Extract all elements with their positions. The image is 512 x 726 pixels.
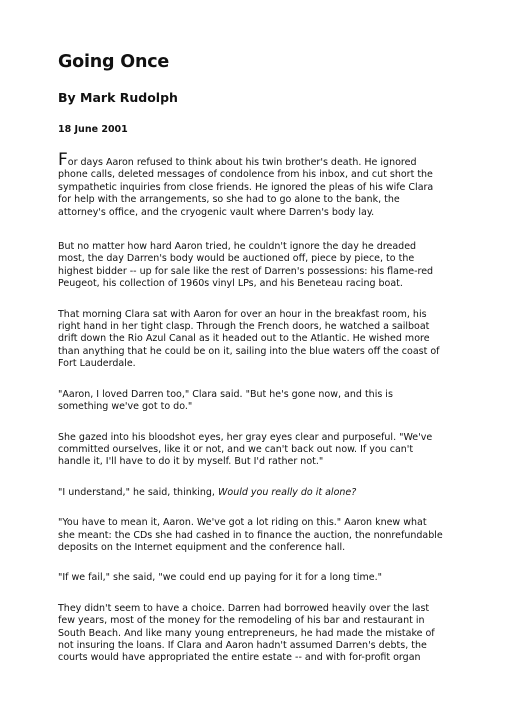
text-line: few years, most of the money for the remodeling of his bar and restaurant in <box>58 615 425 627</box>
text-line: highest bidder -- up for sale like the rest of Darren's possessions: his flame-red <box>58 265 434 277</box>
paragraph-7 <box>58 517 478 554</box>
text-line: South Beach. And like many young entrepreneurs, he had made the mistake of <box>58 627 435 639</box>
paragraph-8 <box>58 572 478 584</box>
text-line: attorney's office, and the cryogenic vault where Darren's body lay. <box>58 206 375 218</box>
text-line: deposits on the Internet equipment and the conference hall. <box>58 541 346 553</box>
text-line: courts would have appropriated the entire estate -- and with for-profit organ <box>58 652 421 664</box>
text-line: something we've got to do." <box>58 401 193 413</box>
text-line: "Aaron, I loved Darren too," Clara said. "But he's gone now, and this is <box>58 388 393 400</box>
publication-date: 18 June 2001 <box>58 124 128 135</box>
italic-thought: Would you really do it alone? <box>217 486 357 498</box>
text-line: For days Aaron refused to think about his twin brother's death. He ignored <box>58 150 417 170</box>
text-line: than anything that he could be on it, sailing into the blue waters off the coast of <box>58 345 440 357</box>
paragraph-5 <box>58 432 478 469</box>
text-line: Fort Lauderdale. <box>58 358 136 370</box>
paragraph-6 <box>58 487 478 499</box>
document-title: Going Once <box>58 52 170 72</box>
paragraph-2 <box>58 241 478 291</box>
paragraph-3 <box>58 309 478 371</box>
text-line: Peugeot, his collection of 1960s vinyl LPs, and his Beneteau racing boat. <box>58 278 403 290</box>
text-line: But no matter how hard Aaron tried, he couldn't ignore the day he dreaded <box>58 241 417 253</box>
text-line: "You have to mean it, Aaron. We've got a lot riding on this." Aaron knew what <box>58 517 427 529</box>
text-line: for help with the arrangements, so she had to go alone to the bank, the <box>58 194 400 206</box>
text-line: sympathetic inquiries from close friends. He ignored the pleas of his wife Clara <box>58 181 434 193</box>
text-line: "If we fail," she said, "we could end up paying for it for a long time." <box>58 572 383 584</box>
text-line: drift down the Rio Azul Canal as it headed out to the Atlantic. He wished more <box>58 333 430 345</box>
text-line: That morning Clara sat with Aaron for over an hour in the breakfast room, his <box>58 308 427 320</box>
text-line: committed ourselves, like it or not, and we can't back out now. If you can't <box>58 443 414 455</box>
byline: By Mark Rudolph <box>58 90 178 105</box>
text-line: They didn't seem to have a choice. Darren had borrowed heavily over the last <box>58 602 430 614</box>
paragraph-9 <box>58 603 478 665</box>
paragraph-4 <box>58 389 478 414</box>
text-line: She gazed into his bloodshot eyes, her gray eyes clear and purposeful. "We've <box>58 431 433 443</box>
paragraph-1 <box>58 150 478 219</box>
text-line: "I understand," he said, thinking, Would you really do it alone? <box>58 486 357 498</box>
text-line: phone calls, deleted messages of condolence from his inbox, and cut short the <box>58 169 433 181</box>
text-line: handle it, I'll have to do it by myself. But I'd rather not." <box>58 456 324 468</box>
text-line: not insuring the loans. If Clara and Aaron hadn't assumed Darren's debts, the <box>58 639 427 651</box>
article-body <box>58 150 478 683</box>
text-line: right hand in her tight clasp. Through the French doors, he watched a sailboat <box>58 321 430 333</box>
text-line: most, the day Darren's body would be auctioned off, piece by piece, to the <box>58 253 415 265</box>
drop-cap: F <box>58 150 68 170</box>
text-line: she meant: the CDs she had cashed in to finance the auction, the nonrefundable <box>58 529 443 541</box>
